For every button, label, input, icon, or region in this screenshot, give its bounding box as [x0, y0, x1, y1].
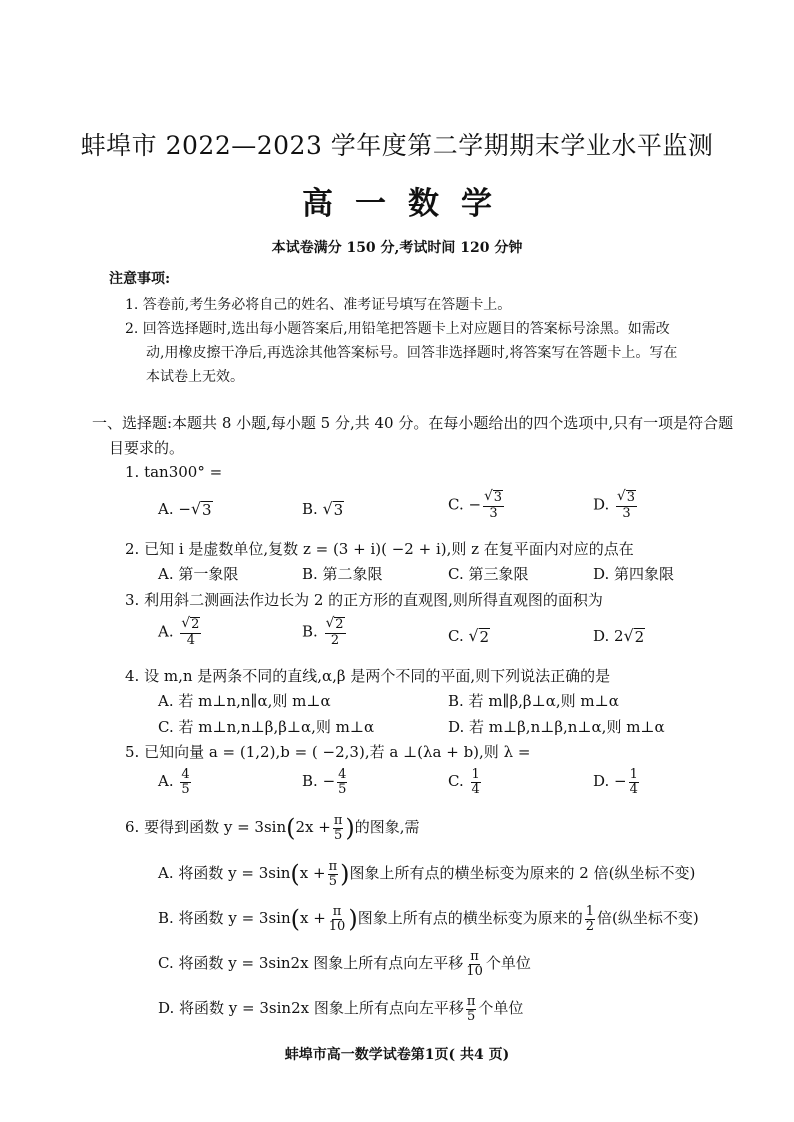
q1-option-d: D. √ 3 3 — [593, 488, 636, 521]
q4-option-d: D. 若 m⊥β,n⊥β,n⊥α,则 m⊥α — [448, 718, 665, 736]
question-2-stem: 2. 已知 i 是虚数单位,复数 z = (3 + i)( −2 + i),则 z 在复平面内对应的点在 — [125, 540, 634, 558]
notes-item-2-end: 本试卷上无效。 — [146, 369, 244, 385]
question-3-stem: 3. 利用斜二测画法作边长为 2 的正方形的直观图,则所得直观图的面积为 — [125, 591, 603, 609]
q4-option-b: B. 若 m∥β,β⊥α,则 m⊥α — [448, 692, 619, 710]
q2-option-b: B. 第二象限 — [302, 565, 383, 583]
q1-option-a: A. − √ 3 — [158, 499, 212, 519]
notes-item-2: 2. 回答选择题时,选出每小题答案后,用铅笔把答题卡上对应题目的答案标号涂黑。如需改 — [125, 321, 670, 337]
q6-option-a: A. 将函数 y = 3sin(x + $\frac{\pi}{5}$ )图象上所有点的横坐标变为原来的 2 倍(纵坐标不变) — [158, 859, 696, 889]
q1-option-b: B. √ 3 — [302, 499, 344, 519]
notes-item-1: 1. 答卷前,考生务必将自己的姓名、准考证号填写在答题卡上。 — [125, 297, 512, 313]
section-heading: 一、选择题:本题共 8 小题,每小题 5 分,共 40 分。在每小题给出的四个选项中,只有一项是符合题 — [92, 414, 734, 432]
q5-option-a: A. $\frac{4}{5}$ — [158, 767, 190, 797]
q2-option-c: C. 第三象限 — [448, 565, 529, 583]
q3-option-c: C. √ 2 — [448, 626, 490, 646]
q1-option-c: C. − √ 3 3 — [448, 488, 503, 521]
notes-heading: 注意事项: — [109, 271, 171, 287]
question-6-stem: 6. 要得到函数 y = 3sin(2x + $\frac{\pi}{5}$ )的图象,需 — [125, 813, 420, 843]
q6-option-c: C. 将函数 y = 3sin2x 图象上所有点向左平移 $\frac{\pi}{10}$ 个单位 — [158, 949, 531, 979]
q5-option-c: C. $\frac{1}{4}$ — [448, 767, 480, 797]
q3-option-d: D. 2 √ 2 — [593, 626, 645, 646]
q6-option-d: D. 将函数 y = 3sin2x 图象上所有点向左平移 $\frac{\pi}{5}$ 个单位 — [158, 994, 524, 1024]
q5-option-d: D. − $\frac{1}{4}$ — [593, 767, 638, 797]
q4-option-c: C. 若 m⊥n,n⊥β,β⊥α,则 m⊥α — [158, 718, 375, 736]
page-footer: 蚌埠市高一数学试卷第1页( 共4 页) — [284, 1047, 510, 1063]
exam-title: 蚌埠市 2022—2023 学年度第二学期期末学业水平监测 — [80, 131, 714, 160]
question-4-stem: 4. 设 m,n 是两条不同的直线,α,β 是两个不同的平面,则下列说法正确的是 — [125, 667, 611, 685]
q4-option-a: A. 若 m⊥n,n∥α,则 m⊥α — [158, 692, 331, 710]
notes-item-2-cont: 动,用橡皮擦干净后,再选涂其他答案标号。回答非选择题时,将答案写在答题卡上。写在 — [146, 345, 678, 361]
q5-option-b: B. − $\frac{4}{5}$ — [302, 767, 347, 797]
q2-option-a: A. 第一象限 — [158, 565, 239, 583]
question-1-stem: 1. tan300° = — [125, 463, 223, 481]
exam-info: 本试卷满分 150 分,考试时间 120 分钟 — [271, 240, 523, 256]
q3-option-b: B. √ 2 2 — [302, 615, 344, 648]
subject-title: 高一数学 — [302, 186, 514, 222]
section-heading-cont: 目要求的。 — [109, 439, 185, 457]
q3-option-a: A. √ 2 4 — [158, 615, 200, 648]
question-5-stem: 5. 已知向量 a = (1,2),b = ( −2,3),若 a ⊥(λa + b),则 λ = — [125, 743, 531, 761]
q2-option-d: D. 第四象限 — [593, 565, 675, 583]
q6-option-b: B. 将函数 y = 3sin(x + $\frac{\pi}{10}$ )图象上所有点的横坐标变为原来的 $\frac{1}{2}$ 倍(纵坐标不变) — [158, 904, 699, 934]
